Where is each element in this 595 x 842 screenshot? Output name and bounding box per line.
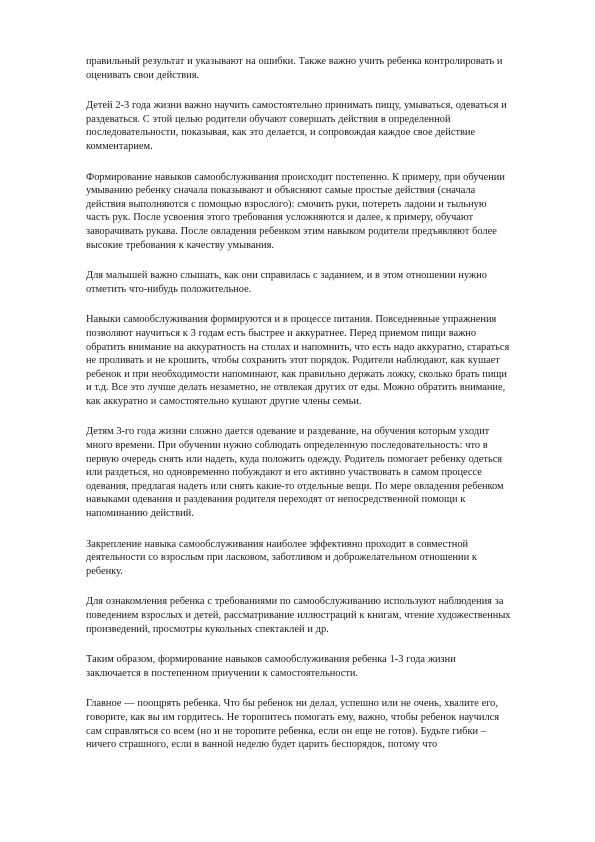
paragraph-10: Главное — поощрять ребенка. Что бы ребенок ни делал, успешно или не очень, хвалите его, говорите, как вы им гордитесь. Не торопитесь помогать ему, важно, чтобы ребенок научился сам справляться со всем (но и не торопите ребенка, если он еще не готов). Будьте гибки – ничего страшного, если в ванной неделю будет царить беспорядок, потому что xyxy=(86,698,500,751)
paragraph-1: правильный результат и указывают на ошибки. Также важно учить ребенка контролировать и оценивать свои действия. xyxy=(86,56,503,81)
paragraph-3: Формирование навыков самообслуживания происходит постепенно. К примеру, при обучении умыванию ребенку сначала показывают и объясняют самые простые действия (сначала действия выполняются с помощью взрослого): смочить руки, потереть ладони и тыльную часть рук. После усвоения этого требования усложняются и далее, к примеру, обучают заворачивать рукава. После овладения ребенком этим навыком родители предъявляют более высокие требования к качеству умывания. xyxy=(86,171,505,251)
paragraph-5: Навыки самообслуживания формируются и в процессе питания. Повседневные упражнения позволяют научиться к 3 годам есть быстрее и аккуратнее. Перед приемом пищи важно обратить внимание на аккуратность на столах и напомнить, что есть надо аккуратно, стараться не проливать и не крошить, чтобы сохранить этот порядок. Родители наблюдают, как кушает ребенок и при необходимости напоминают, как правильно держать ложку, сколько брать пищи и т.д. Все это лучше делать незаметно, не отвлекая других от еды. Можно обратить внимание, как аккуратно и самостоятельно кушают другие члены семьи. xyxy=(86,314,510,407)
paragraph-9: Таким образом, формирование навыков самообслуживания ребенка 1-3 года жизни заключается в постепенном приучении к самостоятельности. xyxy=(86,654,456,679)
paragraph-8: Для ознакомления ребенка с требованиями по самообслуживанию используют наблюдения за поведением взрослых и детей, рассматривание иллюстраций к книгам, чтение художественных произведений, просмотры кукольных спектаклей и др. xyxy=(86,596,511,635)
paragraph-6: Детям 3-го года жизни сложно дается одевание и раздевание, на обучения которым уходит много времени. При обучении нужно соблюдать определенную последовательность: что в первую очередь снять или надеть, куда положить одежду. Родитель помогает ребенку одеться или раздеться, но одновременно побуждают и его активно участвовать в самом процессе одевания, предлагая надеть или снять какие-то отдельные вещи. По мере овладения ребенком навыками одевания и раздевания родителя переходят от непосредственной помощи к напоминанию действий. xyxy=(86,426,504,520)
paragraph-4: Для малышей важно слышать, как они справилась с заданием, и в этом отношении нужно отметить что-нибудь положительное. xyxy=(86,270,487,295)
paragraph-7: Закрепление навыка самообслуживания наиболее эффективно проходит в совместной деятельности со взрослым при ласковом, заботливом и доброжелательном отношении к ребенку. xyxy=(86,538,477,577)
document-body xyxy=(86,55,512,769)
paragraph-2: Детей 2-3 года жизни важно научить самостоятельно принимать пищу, умываться, одеваться и раздеваться. С этой целью родители обучают совершать действия в определенной последовательности, показывая, как это делается, и сопровождая каждое свое действие комментарием. xyxy=(86,100,507,152)
